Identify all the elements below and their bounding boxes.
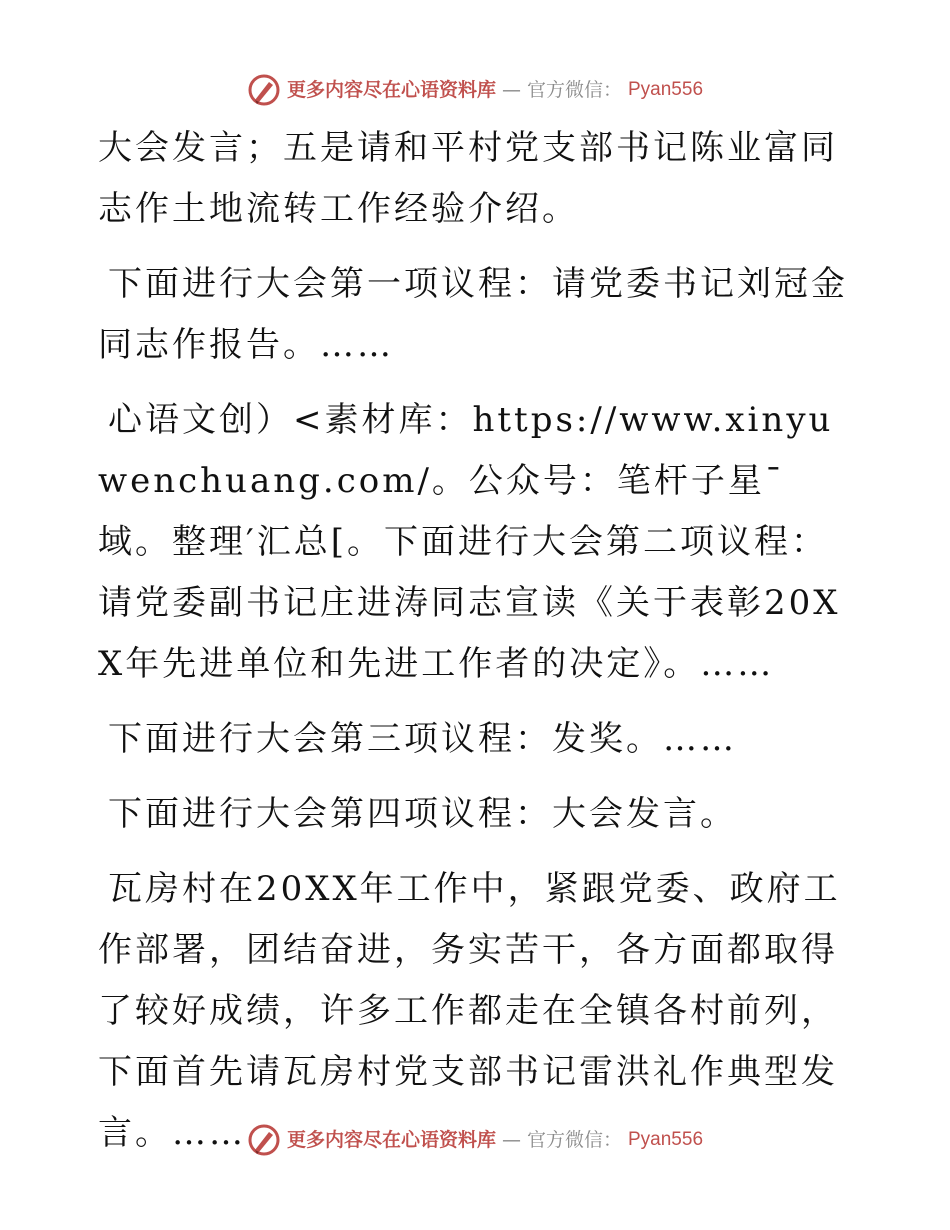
banner-wechat-id: Pyan556 — [628, 79, 704, 100]
banner-main-text: 更多内容尽在心语资料库 — [286, 1129, 496, 1151]
pen-logo-icon — [247, 1123, 281, 1157]
footer-banner — [0, 1118, 950, 1162]
paragraph-5: 下面进行大会第四项议程：大会发言。 — [108, 794, 737, 834]
banner-wechat-label: 官方微信： — [526, 1129, 622, 1151]
paragraph-2: 下面进行大会第一项议程：请党委书记刘冠金同志作报告。…… — [98, 264, 848, 365]
banner-dash: — — [501, 79, 521, 101]
pen-logo-icon — [247, 73, 281, 107]
banner-dash: — — [501, 1129, 521, 1151]
header-banner — [0, 68, 950, 112]
paragraph-4: 下面进行大会第三项议程：发奖。…… — [108, 719, 737, 759]
paragraph-3: 心语文创）<素材库：https://www.xinyuwenchuang.com/。公众号：笔杆子星¯域。整理′汇总[。下面进行大会第二项议程：请党委副书记庄进涛同志宣读《关于表彰20XX年先进单位和先进工作者的决定》。…… — [98, 400, 841, 684]
banner-wechat-label: 官方微信： — [526, 79, 622, 101]
document-body — [98, 118, 858, 1178]
banner-wechat-id: Pyan556 — [628, 1129, 704, 1150]
paragraph-1: 大会发言；五是请和平村党支部书记陈业富同志作土地流转工作经验介绍。 — [98, 128, 838, 229]
banner-main-text: 更多内容尽在心语资料库 — [286, 79, 496, 101]
paragraph-6: 瓦房村在20XX年工作中，紧跟党委、政府工作部署，团结奋进，务实苦干，各方面都取得了较好成绩，许多工作都走在全镇各村前列，下面首先请瓦房村党支部书记雷洪礼作典型发言。…… — [98, 869, 841, 1153]
